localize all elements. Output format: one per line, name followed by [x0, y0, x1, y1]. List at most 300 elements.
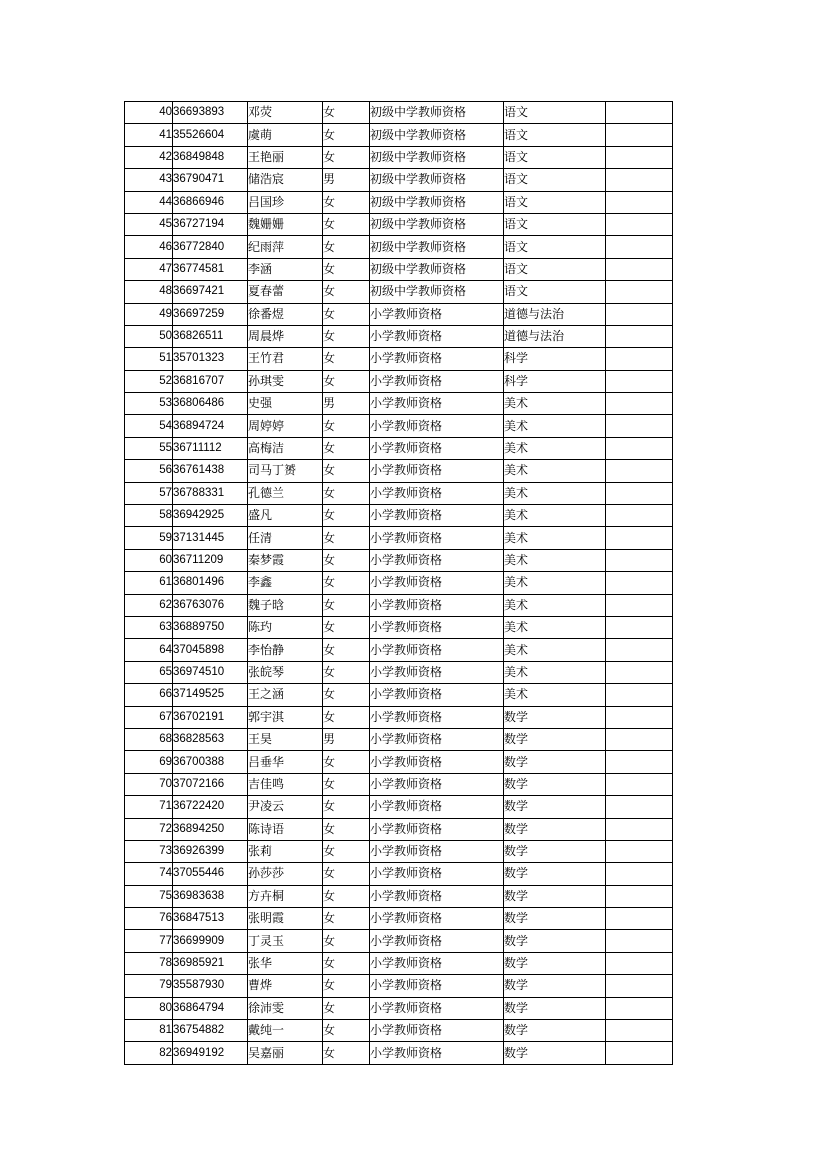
- table-row: [125, 393, 673, 415]
- candidate-gender: 女: [323, 213, 370, 235]
- remarks-cell: [606, 930, 673, 952]
- roster-body: [125, 102, 673, 1065]
- qualification-type: 小学教师资格: [370, 796, 504, 818]
- candidate-name: 史强: [248, 393, 323, 415]
- qualification-type: 初级中学教师资格: [370, 281, 504, 303]
- table-row: [125, 1042, 673, 1064]
- row-number: 54: [125, 415, 173, 437]
- remarks-cell: [606, 258, 673, 280]
- candidate-name: 徐沛雯: [248, 997, 323, 1019]
- candidate-gender: 女: [323, 773, 370, 795]
- subject: 数学: [504, 1020, 606, 1042]
- candidate-name: 张华: [248, 952, 323, 974]
- qualification-type: 小学教师资格: [370, 594, 504, 616]
- candidate-name: 陈玓: [248, 616, 323, 638]
- subject: 语文: [504, 236, 606, 258]
- candidate-gender: 女: [323, 191, 370, 213]
- remarks-cell: [606, 908, 673, 930]
- subject: 数学: [504, 885, 606, 907]
- candidate-gender: 女: [323, 281, 370, 303]
- candidate-id: 36942925: [173, 505, 248, 527]
- candidate-id: 36702191: [173, 706, 248, 728]
- candidate-id: 36828563: [173, 728, 248, 750]
- candidate-id: 36763076: [173, 594, 248, 616]
- candidate-name: 夏春蕾: [248, 281, 323, 303]
- subject: 数学: [504, 728, 606, 750]
- table-row: [125, 706, 673, 728]
- candidate-name: 魏姗姗: [248, 213, 323, 235]
- candidate-name: 孔德兰: [248, 482, 323, 504]
- subject: 数学: [504, 908, 606, 930]
- candidate-id: 37045898: [173, 639, 248, 661]
- candidate-id: 36700388: [173, 751, 248, 773]
- candidate-gender: 女: [323, 684, 370, 706]
- remarks-cell: [606, 460, 673, 482]
- candidate-name: 吕垂华: [248, 751, 323, 773]
- subject: 美术: [504, 549, 606, 571]
- candidate-id: 36727194: [173, 213, 248, 235]
- candidate-gender: 女: [323, 796, 370, 818]
- subject: 美术: [504, 572, 606, 594]
- remarks-cell: [606, 572, 673, 594]
- table-row: [125, 213, 673, 235]
- candidate-gender: 女: [323, 706, 370, 728]
- candidate-gender: 女: [323, 616, 370, 638]
- row-number: 71: [125, 796, 173, 818]
- candidate-gender: 女: [323, 505, 370, 527]
- table-row: [125, 818, 673, 840]
- candidate-gender: 女: [323, 818, 370, 840]
- table-row: [125, 908, 673, 930]
- row-number: 65: [125, 661, 173, 683]
- subject: 数学: [504, 818, 606, 840]
- qualification-type: 小学教师资格: [370, 728, 504, 750]
- table-row: [125, 303, 673, 325]
- subject: 美术: [504, 482, 606, 504]
- row-number: 74: [125, 863, 173, 885]
- candidate-id: 35701323: [173, 348, 248, 370]
- qualification-type: 小学教师资格: [370, 527, 504, 549]
- qualification-type: 小学教师资格: [370, 460, 504, 482]
- subject: 美术: [504, 639, 606, 661]
- subject: 美术: [504, 594, 606, 616]
- table-row: [125, 146, 673, 168]
- table-row: [125, 952, 673, 974]
- candidate-id: 36772840: [173, 236, 248, 258]
- candidate-id: 35526604: [173, 124, 248, 146]
- table-row: [125, 124, 673, 146]
- qualification-type: 小学教师资格: [370, 415, 504, 437]
- candidate-name: 陈诗语: [248, 818, 323, 840]
- candidate-gender: 女: [323, 863, 370, 885]
- candidate-id: 36711209: [173, 549, 248, 571]
- candidate-gender: 女: [323, 437, 370, 459]
- qualification-type: 小学教师资格: [370, 885, 504, 907]
- candidate-name: 李怡静: [248, 639, 323, 661]
- table-row: [125, 863, 673, 885]
- qualification-type: 小学教师资格: [370, 437, 504, 459]
- remarks-cell: [606, 706, 673, 728]
- subject: 数学: [504, 863, 606, 885]
- qualification-type: 初级中学教师资格: [370, 258, 504, 280]
- row-number: 82: [125, 1042, 173, 1064]
- remarks-cell: [606, 527, 673, 549]
- remarks-cell: [606, 885, 673, 907]
- row-number: 62: [125, 594, 173, 616]
- qualification-type: 小学教师资格: [370, 751, 504, 773]
- candidate-gender: 女: [323, 1042, 370, 1064]
- row-number: 60: [125, 549, 173, 571]
- remarks-cell: [606, 975, 673, 997]
- row-number: 43: [125, 169, 173, 191]
- candidate-gender: 女: [323, 460, 370, 482]
- table-row: [125, 102, 673, 124]
- candidate-gender: 女: [323, 930, 370, 952]
- candidate-gender: 女: [323, 1020, 370, 1042]
- candidate-name: 盛凡: [248, 505, 323, 527]
- remarks-cell: [606, 393, 673, 415]
- table-row: [125, 616, 673, 638]
- candidate-id: 36926399: [173, 840, 248, 862]
- candidate-id: 37055446: [173, 863, 248, 885]
- qualification-type: 初级中学教师资格: [370, 236, 504, 258]
- candidate-name: 周婷婷: [248, 415, 323, 437]
- table-row: [125, 773, 673, 795]
- candidate-name: 纪雨萍: [248, 236, 323, 258]
- candidate-gender: 女: [323, 549, 370, 571]
- row-number: 64: [125, 639, 173, 661]
- row-number: 41: [125, 124, 173, 146]
- candidate-name: 吴嘉丽: [248, 1042, 323, 1064]
- remarks-cell: [606, 325, 673, 347]
- qualification-type: 小学教师资格: [370, 482, 504, 504]
- candidate-id: 35587930: [173, 975, 248, 997]
- qualification-type: 初级中学教师资格: [370, 169, 504, 191]
- subject: 数学: [504, 952, 606, 974]
- remarks-cell: [606, 594, 673, 616]
- candidate-id: 36754882: [173, 1020, 248, 1042]
- row-number: 47: [125, 258, 173, 280]
- subject: 美术: [504, 460, 606, 482]
- candidate-id: 36697259: [173, 303, 248, 325]
- candidate-gender: 女: [323, 124, 370, 146]
- candidate-gender: 女: [323, 146, 370, 168]
- candidate-id: 36774581: [173, 258, 248, 280]
- candidate-id: 36826511: [173, 325, 248, 347]
- remarks-cell: [606, 505, 673, 527]
- row-number: 63: [125, 616, 173, 638]
- candidate-name: 王之涵: [248, 684, 323, 706]
- candidate-gender: 女: [323, 348, 370, 370]
- table-row: [125, 482, 673, 504]
- qualification-type: 小学教师资格: [370, 616, 504, 638]
- table-row: [125, 370, 673, 392]
- row-number: 78: [125, 952, 173, 974]
- subject: 道德与法治: [504, 303, 606, 325]
- remarks-cell: [606, 773, 673, 795]
- row-number: 42: [125, 146, 173, 168]
- table-row: [125, 639, 673, 661]
- subject: 语文: [504, 281, 606, 303]
- row-number: 73: [125, 840, 173, 862]
- candidate-id: 36790471: [173, 169, 248, 191]
- row-number: 56: [125, 460, 173, 482]
- row-number: 79: [125, 975, 173, 997]
- candidate-name: 张皖琴: [248, 661, 323, 683]
- qualification-type: 小学教师资格: [370, 639, 504, 661]
- subject: 语文: [504, 213, 606, 235]
- qualification-type: 小学教师资格: [370, 1020, 504, 1042]
- candidate-name: 徐番煜: [248, 303, 323, 325]
- candidate-gender: 女: [323, 908, 370, 930]
- qualification-type: 小学教师资格: [370, 930, 504, 952]
- table-row: [125, 258, 673, 280]
- row-number: 45: [125, 213, 173, 235]
- qualification-type: 小学教师资格: [370, 840, 504, 862]
- candidate-gender: 女: [323, 594, 370, 616]
- table-row: [125, 572, 673, 594]
- candidate-name: 任清: [248, 527, 323, 549]
- qualification-type: 初级中学教师资格: [370, 124, 504, 146]
- subject: 科学: [504, 370, 606, 392]
- candidate-name: 曹烨: [248, 975, 323, 997]
- remarks-cell: [606, 997, 673, 1019]
- subject: 美术: [504, 505, 606, 527]
- row-number: 70: [125, 773, 173, 795]
- table-row: [125, 930, 673, 952]
- subject: 美术: [504, 616, 606, 638]
- candidate-name: 王昊: [248, 728, 323, 750]
- remarks-cell: [606, 169, 673, 191]
- candidate-name: 高梅洁: [248, 437, 323, 459]
- candidate-name: 丁灵玉: [248, 930, 323, 952]
- remarks-cell: [606, 370, 673, 392]
- remarks-cell: [606, 124, 673, 146]
- row-number: 68: [125, 728, 173, 750]
- candidate-name: 吕国珍: [248, 191, 323, 213]
- table-row: [125, 527, 673, 549]
- candidate-gender: 女: [323, 102, 370, 124]
- subject: 科学: [504, 348, 606, 370]
- qualification-type: 小学教师资格: [370, 393, 504, 415]
- subject: 美术: [504, 437, 606, 459]
- qualification-type: 小学教师资格: [370, 572, 504, 594]
- qualification-type: 小学教师资格: [370, 370, 504, 392]
- subject: 数学: [504, 706, 606, 728]
- remarks-cell: [606, 191, 673, 213]
- row-number: 72: [125, 818, 173, 840]
- row-number: 81: [125, 1020, 173, 1042]
- candidate-gender: 女: [323, 952, 370, 974]
- row-number: 57: [125, 482, 173, 504]
- remarks-cell: [606, 661, 673, 683]
- candidate-id: 36866946: [173, 191, 248, 213]
- remarks-cell: [606, 415, 673, 437]
- row-number: 51: [125, 348, 173, 370]
- subject: 语文: [504, 258, 606, 280]
- qualification-type: 小学教师资格: [370, 863, 504, 885]
- candidate-id: 36761438: [173, 460, 248, 482]
- table-row: [125, 169, 673, 191]
- candidate-id: 36722420: [173, 796, 248, 818]
- candidate-id: 36894250: [173, 818, 248, 840]
- row-number: 77: [125, 930, 173, 952]
- candidate-name: 郭宇淇: [248, 706, 323, 728]
- candidate-name: 李涵: [248, 258, 323, 280]
- candidate-name: 邓荧: [248, 102, 323, 124]
- remarks-cell: [606, 818, 673, 840]
- remarks-cell: [606, 952, 673, 974]
- row-number: 61: [125, 572, 173, 594]
- candidate-name: 张明霞: [248, 908, 323, 930]
- qualification-type: 小学教师资格: [370, 706, 504, 728]
- remarks-cell: [606, 728, 673, 750]
- qualification-type: 小学教师资格: [370, 303, 504, 325]
- row-number: 69: [125, 751, 173, 773]
- row-number: 75: [125, 885, 173, 907]
- candidate-gender: 男: [323, 169, 370, 191]
- remarks-cell: [606, 236, 673, 258]
- table-row: [125, 415, 673, 437]
- row-number: 48: [125, 281, 173, 303]
- candidate-name: 周晨烨: [248, 325, 323, 347]
- candidate-id: 37131445: [173, 527, 248, 549]
- subject: 美术: [504, 684, 606, 706]
- candidate-name: 戴纯一: [248, 1020, 323, 1042]
- candidate-id: 36806486: [173, 393, 248, 415]
- candidate-name: 魏子晗: [248, 594, 323, 616]
- qualification-type: 初级中学教师资格: [370, 146, 504, 168]
- subject: 美术: [504, 661, 606, 683]
- row-number: 67: [125, 706, 173, 728]
- candidate-gender: 女: [323, 527, 370, 549]
- row-number: 50: [125, 325, 173, 347]
- candidate-id: 36801496: [173, 572, 248, 594]
- candidate-id: 36864794: [173, 997, 248, 1019]
- candidate-name: 吉佳鸣: [248, 773, 323, 795]
- qualification-type: 小学教师资格: [370, 684, 504, 706]
- qualification-type: 小学教师资格: [370, 997, 504, 1019]
- table-row: [125, 505, 673, 527]
- subject: 数学: [504, 997, 606, 1019]
- subject: 语文: [504, 124, 606, 146]
- subject: 道德与法治: [504, 325, 606, 347]
- qualification-type: 小学教师资格: [370, 325, 504, 347]
- subject: 数学: [504, 975, 606, 997]
- remarks-cell: [606, 616, 673, 638]
- candidate-gender: 女: [323, 303, 370, 325]
- qualification-type: 小学教师资格: [370, 1042, 504, 1064]
- candidate-id: 36788331: [173, 482, 248, 504]
- row-number: 44: [125, 191, 173, 213]
- candidate-id: 36699909: [173, 930, 248, 952]
- subject: 语文: [504, 146, 606, 168]
- roster-table: [124, 101, 673, 1065]
- remarks-cell: [606, 281, 673, 303]
- table-row: [125, 437, 673, 459]
- subject: 语文: [504, 191, 606, 213]
- remarks-cell: [606, 1020, 673, 1042]
- remarks-cell: [606, 840, 673, 862]
- row-number: 40: [125, 102, 173, 124]
- remarks-cell: [606, 751, 673, 773]
- remarks-cell: [606, 102, 673, 124]
- table-row: [125, 684, 673, 706]
- candidate-gender: 女: [323, 325, 370, 347]
- candidate-name: 孙琪雯: [248, 370, 323, 392]
- candidate-id: 36985921: [173, 952, 248, 974]
- table-row: [125, 191, 673, 213]
- candidate-gender: 男: [323, 393, 370, 415]
- candidate-name: 司马丁赟: [248, 460, 323, 482]
- qualification-type: 小学教师资格: [370, 975, 504, 997]
- candidate-name: 王艳丽: [248, 146, 323, 168]
- table-row: [125, 236, 673, 258]
- qualification-type: 初级中学教师资格: [370, 191, 504, 213]
- remarks-cell: [606, 213, 673, 235]
- candidate-name: 方卉桐: [248, 885, 323, 907]
- subject: 数学: [504, 930, 606, 952]
- qualification-type: 小学教师资格: [370, 549, 504, 571]
- remarks-cell: [606, 684, 673, 706]
- candidate-gender: 女: [323, 415, 370, 437]
- candidate-id: 37149525: [173, 684, 248, 706]
- candidate-gender: 女: [323, 258, 370, 280]
- candidate-id: 37072166: [173, 773, 248, 795]
- candidate-id: 36711112: [173, 437, 248, 459]
- candidate-name: 尹凌云: [248, 796, 323, 818]
- table-row: [125, 885, 673, 907]
- candidate-gender: 女: [323, 661, 370, 683]
- row-number: 76: [125, 908, 173, 930]
- candidate-id: 36894724: [173, 415, 248, 437]
- row-number: 59: [125, 527, 173, 549]
- subject: 语文: [504, 102, 606, 124]
- table-row: [125, 460, 673, 482]
- remarks-cell: [606, 639, 673, 661]
- candidate-gender: 女: [323, 370, 370, 392]
- candidate-gender: 男: [323, 728, 370, 750]
- remarks-cell: [606, 863, 673, 885]
- candidate-gender: 女: [323, 482, 370, 504]
- candidate-gender: 女: [323, 751, 370, 773]
- candidate-id: 36983638: [173, 885, 248, 907]
- candidate-name: 储浩宸: [248, 169, 323, 191]
- row-number: 52: [125, 370, 173, 392]
- table-row: [125, 594, 673, 616]
- table-row: [125, 840, 673, 862]
- candidate-id: 36949192: [173, 1042, 248, 1064]
- subject: 数学: [504, 773, 606, 795]
- table-row: [125, 1020, 673, 1042]
- candidate-id: 36697421: [173, 281, 248, 303]
- qualification-type: 初级中学教师资格: [370, 102, 504, 124]
- row-number: 80: [125, 997, 173, 1019]
- candidate-gender: 女: [323, 572, 370, 594]
- candidate-id: 36693893: [173, 102, 248, 124]
- table-row: [125, 728, 673, 750]
- row-number: 58: [125, 505, 173, 527]
- subject: 数学: [504, 840, 606, 862]
- table-row: [125, 975, 673, 997]
- candidate-gender: 女: [323, 236, 370, 258]
- candidate-name: 张莉: [248, 840, 323, 862]
- subject: 美术: [504, 527, 606, 549]
- qualification-type: 初级中学教师资格: [370, 213, 504, 235]
- candidate-id: 36974510: [173, 661, 248, 683]
- remarks-cell: [606, 303, 673, 325]
- qualification-type: 小学教师资格: [370, 908, 504, 930]
